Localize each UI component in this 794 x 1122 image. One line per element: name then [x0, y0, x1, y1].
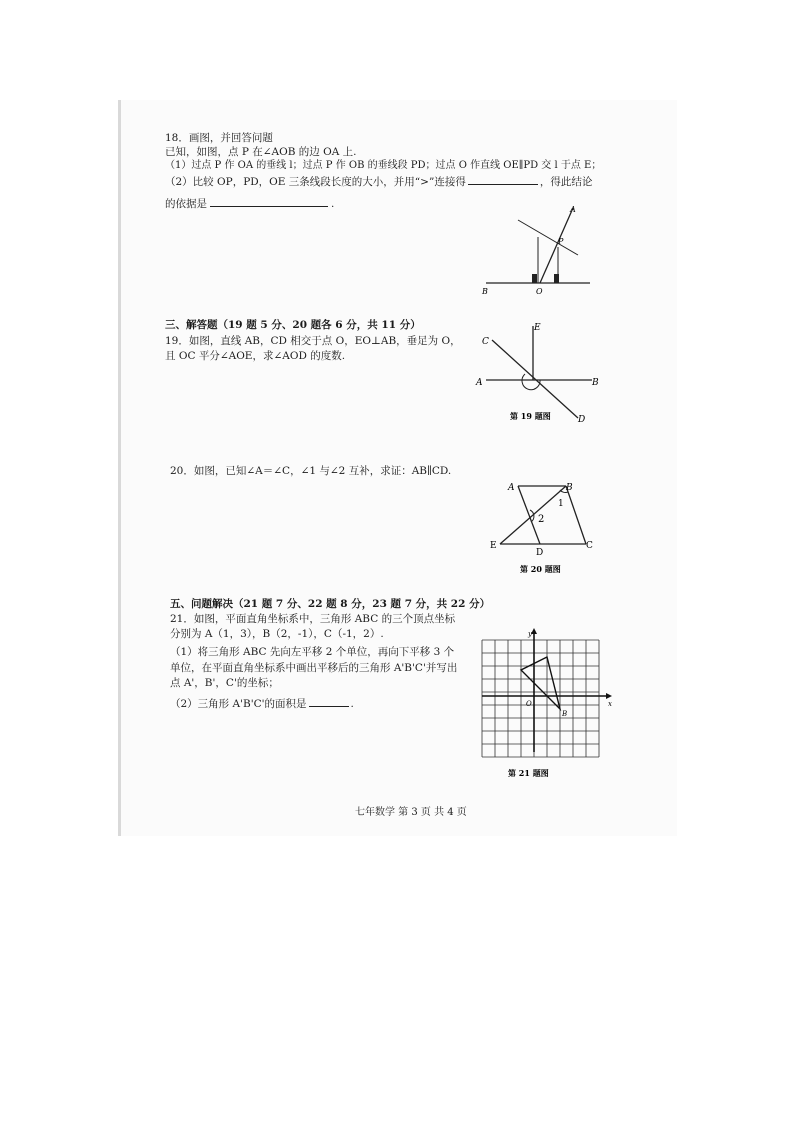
answer-blank-2[interactable] [210, 195, 328, 207]
q18-part1: （1）过点 P 作 OA 的垂线 l；过点 P 作 OB 的垂线段 PD；过点 O 作直线 OE∥PD 交 l 于点 E； [165, 160, 602, 171]
segment-bc [566, 486, 586, 544]
q21-part1-line1: （1）将三角形 ABC 先向左平移 2 个单位，再向下平移 3 个 [170, 646, 455, 658]
q19-line2: 且 OC 平分∠AOE，求∠AOD 的度数. [165, 350, 346, 362]
q21-part2 [170, 695, 354, 711]
fig19-label-a: A [476, 378, 483, 388]
line-cd [492, 340, 578, 418]
q18-part2 [165, 173, 592, 189]
q19-line1: 19．如图，直线 AB，CD 相交于点 O，EO⊥AB，垂足为 O， [165, 335, 461, 347]
figure-20 [486, 478, 606, 578]
answer-blank-1[interactable] [468, 173, 538, 185]
q18-part2-c: 的依据是 [165, 198, 207, 210]
fig20-label-d: D [536, 548, 544, 558]
q21-line2: 分别为 A（1，3），B（2，-1），C（-1，2）. [170, 628, 384, 640]
q21-part1-line2: 单位，在平面直角坐标系中画出平移后的三角形 A'B'C'并写出 [170, 662, 458, 674]
fig20-label-2: 2 [538, 514, 545, 525]
fig19-label-c: C [482, 337, 489, 347]
x-axis-arrow [606, 693, 612, 699]
fig21-caption: 第 21 题图 [508, 768, 549, 778]
line-l [518, 220, 578, 255]
fig20-label-b: B [566, 483, 573, 493]
answer-blank-3[interactable] [309, 695, 349, 707]
axis-label-x: x [608, 700, 612, 708]
fig18-label-b: B [482, 287, 488, 296]
segment-be [500, 486, 566, 544]
q18-part2-b: ，得此结论 [539, 176, 593, 188]
q18-part2-end: . [331, 198, 335, 210]
fig20-caption: 第 20 题图 [520, 564, 561, 574]
q20-text: 20．如图，已知∠A＝∠C，∠1 与∠2 互补，求证：AB∥CD. [170, 465, 452, 477]
fig20-label-e: E [490, 541, 497, 551]
fig20-label-1: 1 [558, 499, 564, 509]
origin-label: O [526, 700, 532, 708]
fig18-label-p: P [558, 237, 564, 246]
fig20-label-c: C [586, 541, 593, 551]
segment-ad [518, 486, 540, 544]
ray-oa [540, 208, 573, 283]
point-b-label: B [562, 710, 568, 718]
q18-part2-line2 [165, 195, 334, 211]
fig19-label-e: E [534, 323, 541, 333]
fig19-label-b: B [592, 378, 599, 388]
axis-label-y: y [528, 630, 532, 638]
q18-title: 18．画图，并回答问题 [165, 132, 273, 144]
section3-header: 三、解答题（19 题 5 分、20 题各 6 分，共 11 分） [165, 319, 421, 331]
q21-part2-a: （2）三角形 A'B'C'的面积是 [170, 698, 307, 710]
page-footer: 七年数学 第 3 页 共 4 页 [355, 807, 467, 818]
q21-line1: 21．如图，平面直角坐标系中，三角形 ABC 的三个顶点坐标 [170, 613, 456, 625]
figure-18 [478, 200, 598, 300]
grid-lines [482, 640, 599, 757]
section5-header: 五、问题解决（21 题 7 分、22 题 8 分，23 题 7 分，共 22 分） [170, 598, 491, 610]
q21-part2-end: . [350, 698, 354, 710]
set-square-right [554, 274, 559, 283]
fig19-label-d: D [578, 415, 586, 425]
q18-given: 已知，如图，点 P 在∠AOB 的边 OA 上. [165, 146, 357, 158]
fig18-label-o: O [536, 287, 543, 296]
q21-part1-line3: 点 A'，B'，C'的坐标； [170, 677, 279, 689]
fig20-label-a: A [508, 483, 515, 493]
fig19-caption: 第 19 题图 [510, 411, 551, 421]
figure-21-grid [478, 630, 618, 780]
q18-part2-a: （2）比较 OP，PD，OE 三条线段长度的大小，并用“>”连接得 [165, 176, 466, 188]
fig18-label-a: A [570, 205, 576, 214]
figure-19 [470, 318, 610, 433]
set-square-left [532, 274, 537, 283]
